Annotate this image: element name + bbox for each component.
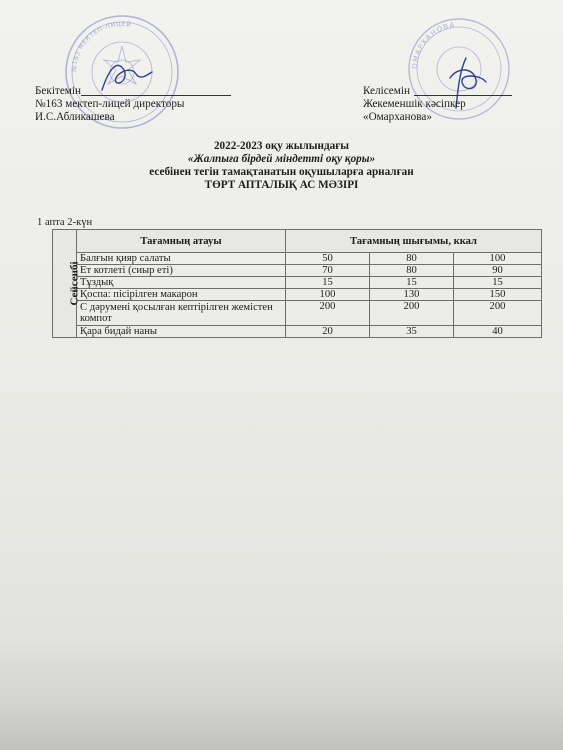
dish-output-3: 200 — [454, 301, 542, 326]
title-line-2: «Жалпыға бірдей міндетті оқу қоры» — [187, 153, 376, 165]
dish-output-1: 20 — [286, 326, 370, 338]
dish-output-3: 150 — [454, 289, 542, 301]
title-line-4: ТӨРТ АПТАЛЫҚ АС МӘЗІРІ — [204, 179, 359, 191]
column-header-output: Тағамның шығымы, ккал — [286, 230, 542, 253]
director-position: №163 мектеп-лицей директоры — [35, 98, 185, 110]
signature-line-left — [81, 95, 231, 96]
seal-text: ОМАРХАНОВА — [410, 21, 457, 70]
table-row — [53, 289, 542, 301]
table-header-row — [53, 230, 542, 253]
day-name: Сейсенбі — [68, 261, 81, 306]
page-shadow — [0, 640, 563, 750]
dish-output-1: 100 — [286, 289, 370, 301]
dish-output-2: 35 — [370, 326, 454, 338]
dish-name: Ет котлеті (сиыр еті) — [77, 265, 286, 277]
signature-line-right — [414, 95, 512, 96]
dish-output-1: 50 — [286, 253, 370, 265]
agree-label: Келісемін — [363, 85, 410, 97]
table-row — [53, 301, 542, 326]
menu-table — [52, 229, 542, 338]
dish-output-3: 100 — [454, 253, 542, 265]
director-name: И.С.Абликашева — [35, 111, 115, 123]
table-row — [53, 265, 542, 277]
day-cell — [53, 230, 81, 338]
dish-output-2: 80 — [370, 253, 454, 265]
dish-name: Балғын қияр салаты — [77, 253, 286, 265]
week-day-label: 1 апта 2-күн — [37, 217, 93, 228]
dish-output-3: 15 — [454, 277, 542, 289]
approve-label: Бекітемін — [35, 85, 81, 97]
director-signature — [96, 56, 156, 96]
dish-output-3: 40 — [454, 326, 542, 338]
dish-output-1: 70 — [286, 265, 370, 277]
dish-name: Қоспа: пісірілген макарон — [77, 289, 286, 301]
dish-name: Қара бидай наны — [77, 326, 286, 338]
dish-name: С дәрумені қосылған кептірілген жемістен компот — [77, 301, 286, 326]
entrepreneur-name: «Омарханова» — [363, 111, 432, 123]
table-row — [53, 326, 542, 338]
table-row — [53, 277, 542, 289]
dish-output-2: 200 — [370, 301, 454, 326]
title-line-3: есебінен тегін тамақтанатын оқушыларға арналған — [149, 166, 414, 178]
dish-output-1: 15 — [286, 277, 370, 289]
dish-output-3: 90 — [454, 265, 542, 277]
dish-output-1: 200 — [286, 301, 370, 326]
dish-name: Тұздық — [77, 277, 286, 289]
dish-output-2: 15 — [370, 277, 454, 289]
table-row — [53, 253, 542, 265]
dish-output-2: 80 — [370, 265, 454, 277]
column-header-name: Тағамның атауы — [77, 230, 286, 253]
entrepreneur-position: Жекеменшік кәсіпкер — [363, 98, 466, 110]
dish-output-2: 130 — [370, 289, 454, 301]
title-line-1: 2022-2023 оқу жылындағы — [213, 140, 350, 152]
seal-text: №163 МЕКТЕП-ЛИЦЕЙ — [70, 20, 132, 73]
